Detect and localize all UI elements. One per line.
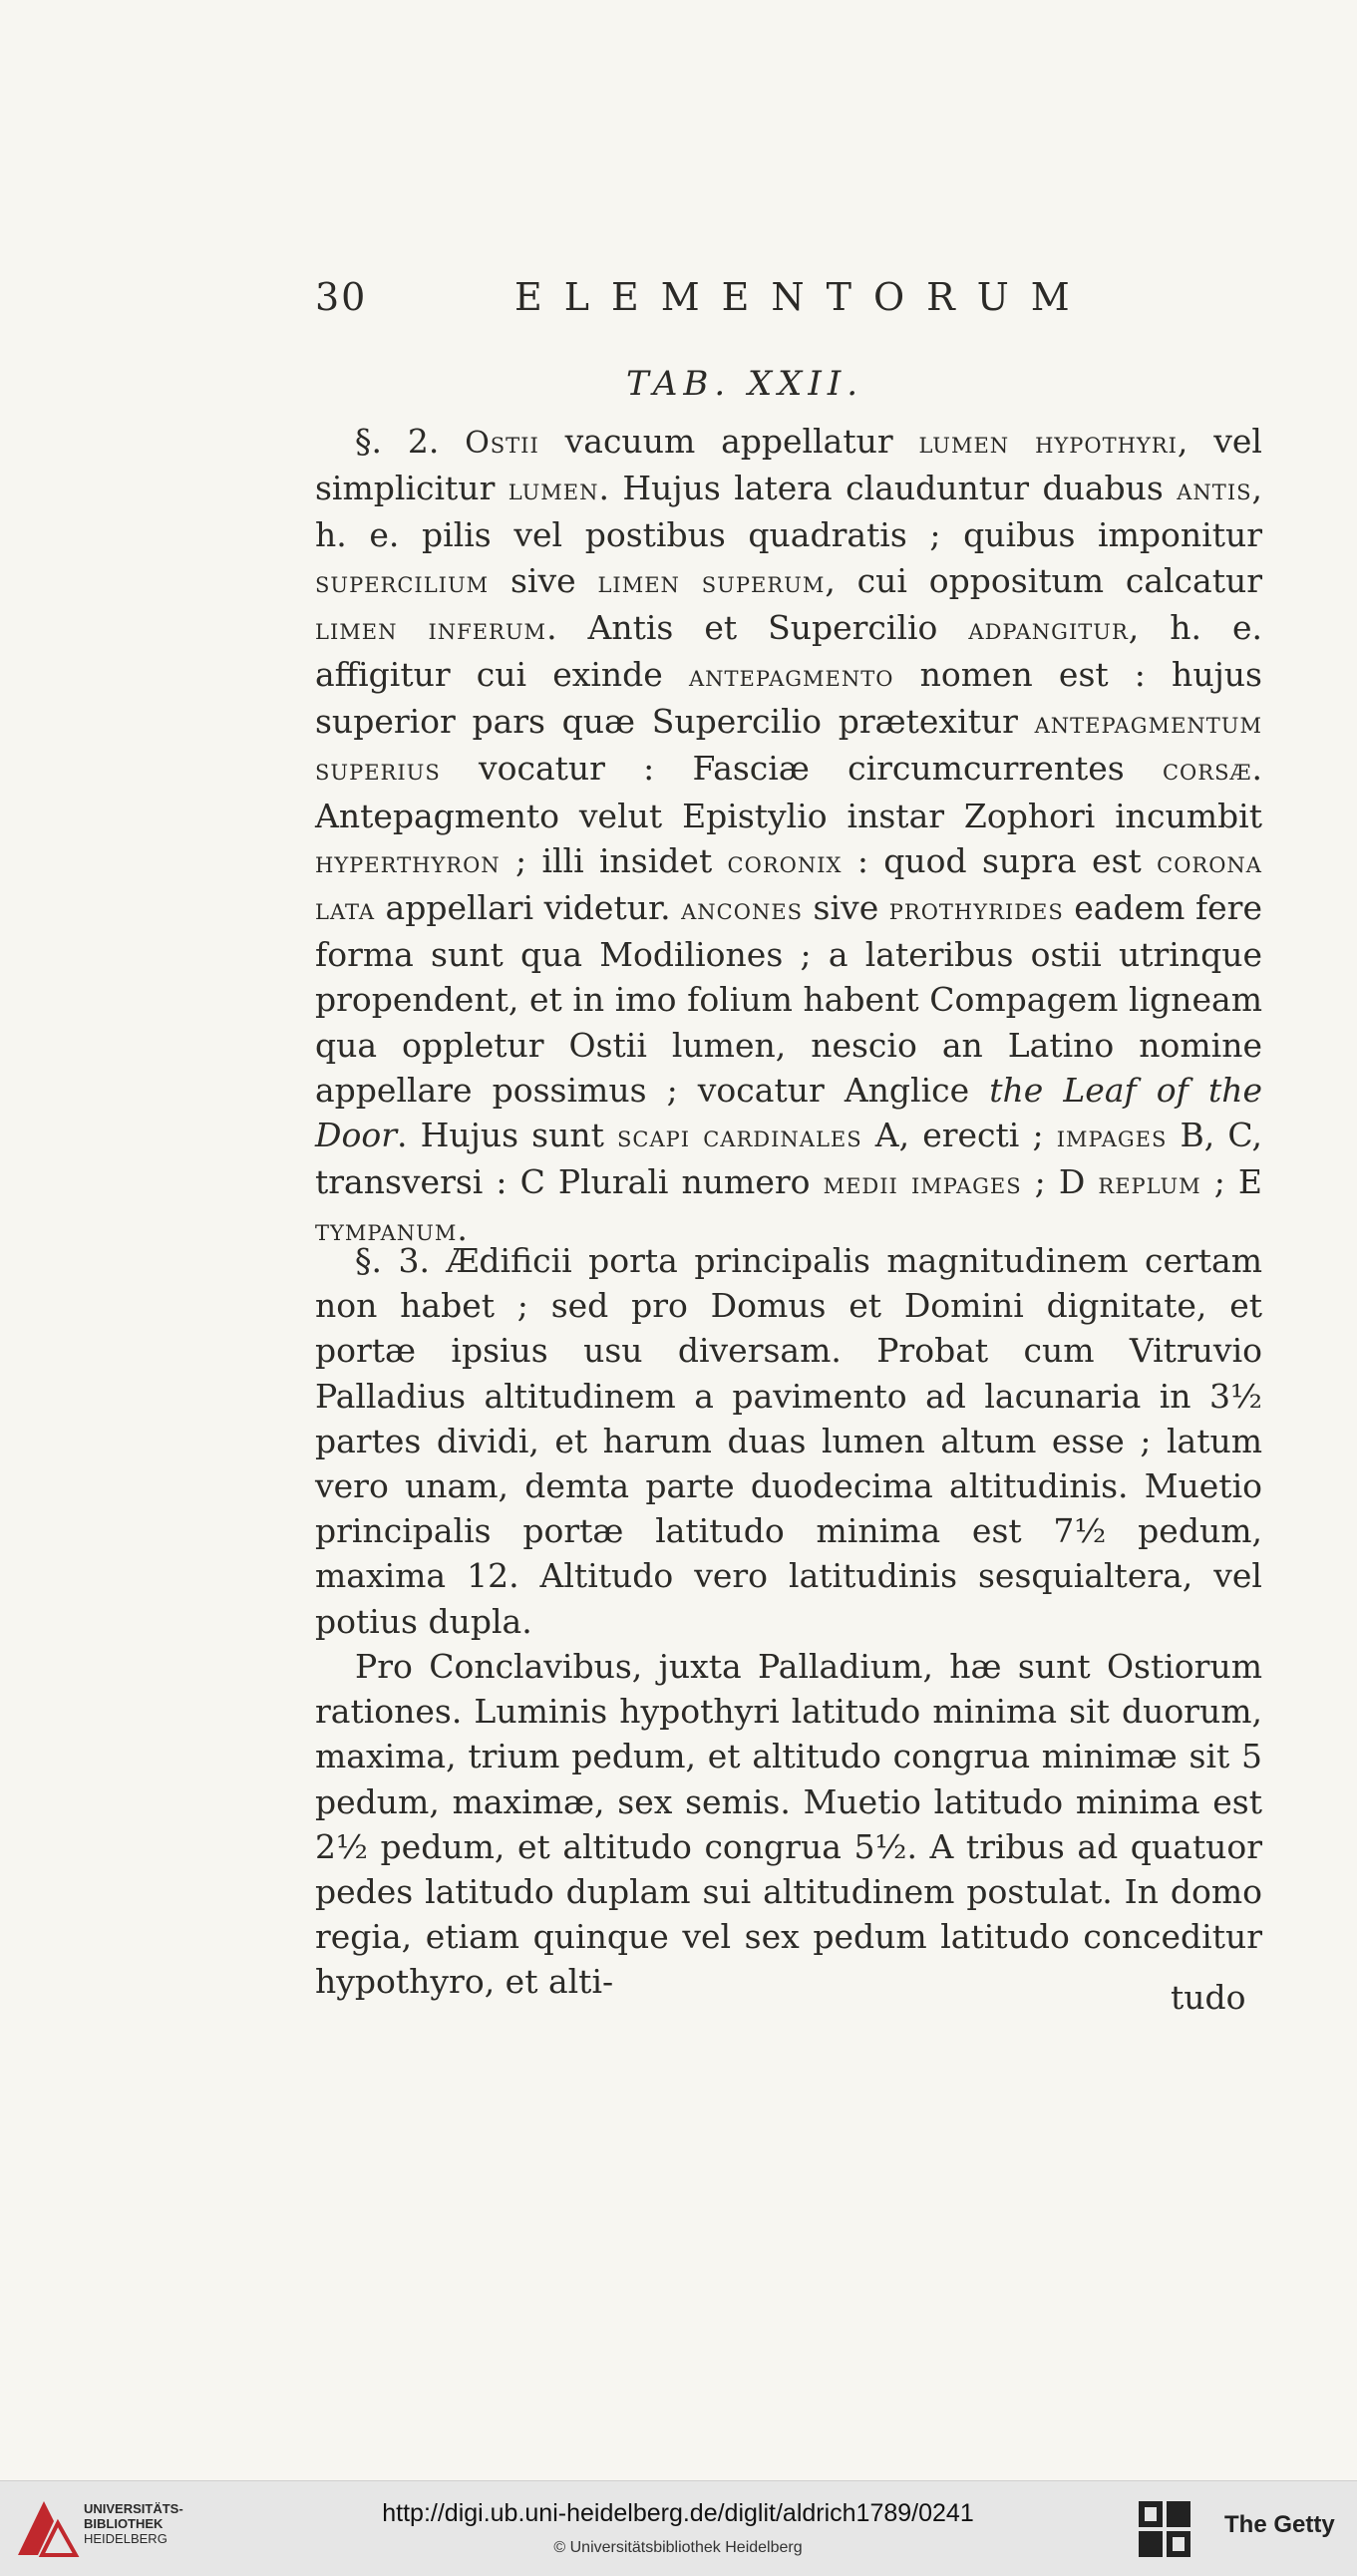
text-run: §. 2. bbox=[355, 422, 466, 461]
copyright-notice: © Universitätsbibliothek Heidelberg bbox=[553, 2539, 803, 2556]
text-run: , h. e. pilis vel postibus quadratis ; quibus imponitur bbox=[315, 469, 1262, 555]
small-caps-term: prothyrides bbox=[888, 892, 1064, 928]
text-run: . Hujus sunt bbox=[396, 1116, 618, 1155]
text-run: sive bbox=[803, 888, 889, 928]
small-caps-term: coronix bbox=[727, 844, 843, 880]
text-run: . Antepagmento velut Epistylio instar Zophori incumbit bbox=[315, 749, 1262, 835]
small-caps-term: adpangitur bbox=[968, 611, 1129, 647]
text-run: . Hujus latera clauduntur duabus bbox=[598, 469, 1178, 508]
text-run: ; D bbox=[1021, 1162, 1099, 1202]
running-title: ELEMENTORUM bbox=[514, 275, 1092, 319]
text-run: B, C, transversi : C Plurali numero bbox=[315, 1116, 1262, 1202]
text-run: , h. e. affigitur cui exinde bbox=[315, 607, 1262, 695]
small-caps-term: lumen bbox=[508, 473, 599, 508]
small-caps-term: supercilium bbox=[315, 564, 490, 600]
small-caps-term: tympanum bbox=[315, 1213, 458, 1249]
text-run: eadem fere forma sunt qua Modiliones ; a lateribus ostii utrinque propendent, et in imo folium habent Compagem ligneam qua oppletur Ostii lumen, nescio an Latino nomine appellare possimus ; vocatur Anglice bbox=[315, 888, 1262, 1110]
small-caps-term: antis bbox=[1177, 473, 1252, 508]
small-caps-term: antepagmento bbox=[688, 659, 894, 695]
university-library-logo-icon bbox=[14, 2495, 80, 2561]
catchword: tudo bbox=[1171, 1978, 1246, 2017]
small-caps-term: hyperthyron bbox=[315, 844, 501, 880]
small-caps-term: lumen hypothyri bbox=[918, 426, 1178, 461]
small-caps-term: medii impages bbox=[823, 1166, 1022, 1202]
footer-bar bbox=[0, 2480, 1357, 2576]
text-run: , cui oppositum calcatur bbox=[825, 560, 1262, 600]
text-run: vocatur : Fasciæ circumcurrentes bbox=[440, 749, 1163, 789]
text-run: , vel simplicitur bbox=[315, 422, 1262, 508]
text-run: ; E bbox=[1200, 1162, 1263, 1202]
small-caps-term: antepagmentum superius bbox=[315, 706, 1262, 789]
small-caps-term: ancones bbox=[681, 892, 804, 928]
text-run: nomen est : hujus superior pars quæ Supercilio prætexitur bbox=[315, 655, 1262, 742]
text-run: . Antis et Supercilio bbox=[546, 607, 969, 647]
text-run: : quod supra est bbox=[842, 840, 1158, 880]
small-caps-term: corona lata bbox=[315, 844, 1262, 928]
small-caps-term: scapi cardinales bbox=[617, 1120, 862, 1155]
text-run: A, erecti ; bbox=[861, 1116, 1057, 1155]
text-run: appellari videtur. bbox=[375, 888, 682, 928]
permalink-url[interactable]: http://digi.ub.uni-heidelberg.de/diglit/aldrich1789/0241 bbox=[382, 2499, 974, 2527]
italic-phrase: the Leaf of the Door bbox=[315, 1070, 1262, 1155]
paragraph-section-3: §. 3. Ædificii porta principalis magnitudinem certam non habet ; sed pro Domus et Domini dignitate, et portæ ipsius usu diversam. Probat cum Vitruvio Palladius altitudinem a pavimento ad lacunaria in 3½ partes dividi, et harum duas lumen altum esse ; latum vero unam, demta parte duodecima altitudinis. Muetio principalis portæ latitudo minima est 7½ pedum, maxima 12. Altitudo vero latitudinis sesquialtera, vel potius dupla. bbox=[315, 1241, 1262, 1641]
text-run: sive bbox=[489, 560, 598, 600]
small-caps-term: replum bbox=[1098, 1166, 1201, 1202]
library-name: UNIVERSITÄTS- BIBLIOTHEK HEIDELBERG bbox=[84, 2501, 183, 2546]
plate-reference: TAB. XXII. bbox=[626, 364, 864, 404]
text-run: vacuum appellatur bbox=[538, 422, 919, 461]
paragraph-section-2 bbox=[315, 419, 1262, 1254]
small-caps-term: Ostii bbox=[465, 426, 539, 461]
small-caps-term: impages bbox=[1056, 1120, 1168, 1155]
small-caps-term: corsæ bbox=[1162, 753, 1252, 789]
getty-logo-icon bbox=[1137, 2499, 1192, 2561]
small-caps-term: limen superum bbox=[597, 564, 826, 600]
paragraph-conclavibus: Pro Conclavibus, juxta Palladium, hæ sunt Ostiorum rationes. Luminis hypothyri latitudo minima sit duorum, maxima, trium pedum, et altitudo congrua minimæ sit 5 pedum, maximæ, sex semis. Muetio latitudo minima est 2½ pedum, et altitudo congrua 5½. A tribus ad quatuor pedes latitudo duplam sui altitudinem postulat. In domo regia, etiam quinque vel sex pedum latitudo conceditur hypothyro, et alti- bbox=[315, 1647, 1262, 2002]
page-number: 30 bbox=[315, 275, 368, 319]
small-caps-term: limen inferum bbox=[315, 611, 547, 647]
text-run: ; illi insidet bbox=[500, 840, 728, 880]
partner-name: The Getty bbox=[1224, 2511, 1335, 2538]
text-run: . bbox=[457, 1209, 468, 1249]
